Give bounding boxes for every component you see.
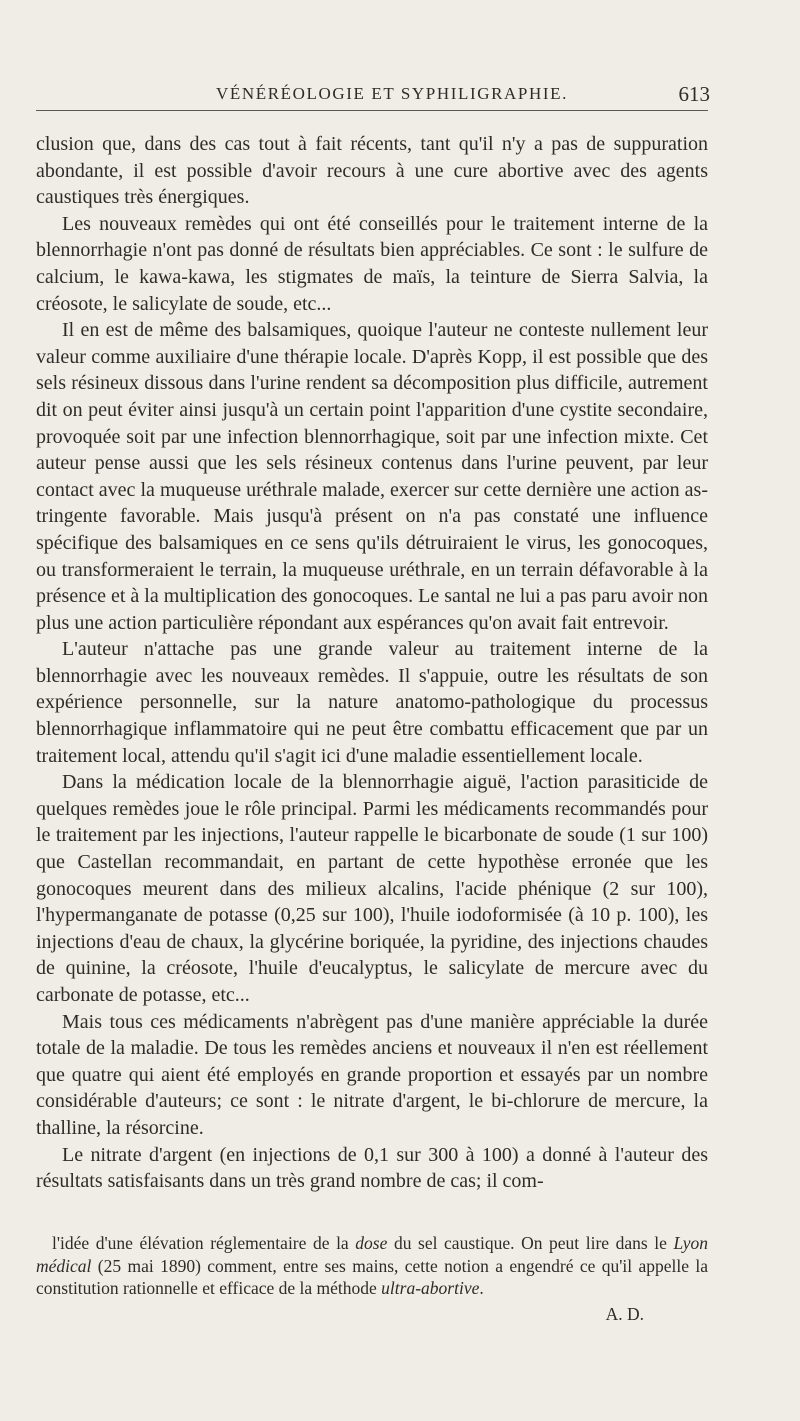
paragraph-6: Mais tous ces médicaments n'abrègent pas d'une manière appréciable la durée totale de la maladie. De tous les remèdes anciens et nouveaux il n'en est réellement que quatre qui aient été employés en grande proportion et essayés par un nombre considérable d'auteurs; ce sont : le nitrate d'argent, le bi-chlorure de mercure, la thalline, la résorcine. — [36, 1010, 708, 1139]
footnote-run: (25 mai 1890) comment, entre ses mains, cette notion a engendré ce qu'il appelle la constitution rationnelle et efficace de la méthode — [36, 1255, 708, 1298]
footnote-run: . — [479, 1278, 484, 1298]
footnote-run: du sel caustique. On peut lire dans le — [387, 1233, 674, 1253]
footnote-italic-dose: dose — [355, 1233, 388, 1253]
paragraph-4: L'auteur n'attache pas une grande valeur au traitement interne de la blennorrhagie avec les nouveaux remèdes. Il s'appuie, outre les résultats de son expérience personnelle, sur la nature anatomo-pathologique du processus blennorrhagique inflammatoire qui ne peut être combattu efficacement que par un traitement local, attendu qu'il s'agit ici d'une maladie essentiellement locale. — [36, 638, 708, 767]
paragraph-3: Il en est de même des balsamiques, quoique l'auteur ne conteste nullement leur valeur comme auxiliaire d'une thérapie locale. D'après Kopp, il est possible que des sels résineux dissous dans l'urine rendent sa décomposition plus difficile, autrement dit on peut éviter ainsi jusqu'à un certain point l'apparition d'une cystite secondaire, provoquée soit par une infection blennorrhagique, soit par une infection mixte. Cet auteur pense aussi que les sels résineux contenus dans l'urine peuvent, par leur contact avec la muqueuse uréthrale malade, exercer sur cette dernière une action astringente favorable. Mais jusqu'à présent on n'a pas constaté une influence spécifique des balsamiques en ce sens qu'ils détruiraient le virus, les gonocoques, ou transformeraient le terrain, la muqueuse uréthrale, en un terrain défavorable à la présence et à la multiplication des gonocoques. Le santal ne lui a pas paru avoir non plus une action particulière répondant aux espérances qu'on avait fait entrevoir. — [36, 319, 709, 634]
paragraph-5: Dans la médication locale de la blennorrhagie aiguë, l'action parasiticide de quelques remèdes joue le rôle principal. Parmi les médicaments recommandés pour le traitement par les injections, l'auteur rappelle le bicarbonate de soude (1 sur 100) que Castellan recommandait, en partant de cette hypothèse erronée que les gonocoques meurent dans des milieux alcalins, l'acide phénique (2 sur 100), l'hypermanganate de potasse (0,25 sur 100), l'huile iodoformisée (à 10 p. 100), les injections d'eau de chaux, la glycérine boriquée, la pyridine, des injections chaudes de quinine, la créosote, l'huile d'eucalyptus, le salicylate de mercure avec du carbonate de potasse, etc... — [36, 771, 708, 1006]
footnote — [36, 1232, 708, 1325]
footnote-italic-journal: Lyon médical — [36, 1233, 708, 1276]
body-text — [36, 131, 708, 1195]
running-title: VÉNÉRÉOLOGIE ET SYPHILIGRAPHIE. — [216, 84, 568, 103]
paragraph-1: clusion que, dans des cas tout à fait récents, tant qu'il n'y a pas de suppuration abondante, il est possible d'avoir recours à une cure abortive avec des agents caustiques très énergiques. — [36, 133, 708, 209]
running-head — [36, 80, 708, 111]
footnote-text — [36, 1232, 708, 1300]
footnote-signature: A. D. — [605, 1303, 644, 1324]
paragraph-7: Le nitrate d'argent (en injections de 0,1 sur 300 à 100) a donné à l'auteur des résultats satisfaisants dans un très grand nombre de cas; il com- — [36, 1143, 708, 1193]
paragraph-2: Les nouveaux remèdes qui ont été conseillés pour le traitement interne de la blennorrhagie n'ont pas donné de résultats bien appréciables. Ce sont : le sulfure de calcium, le kawa-kawa, les stigmates de maïs, la teinture de Sierra Salvia, la créosote, le salicylate de soude, etc... — [36, 212, 708, 315]
page-number: 613 — [678, 82, 710, 106]
footnote-run: l'idée d'une élévation réglementaire de la — [52, 1233, 356, 1253]
footnote-italic-method: ultra-abortive — [381, 1278, 480, 1298]
